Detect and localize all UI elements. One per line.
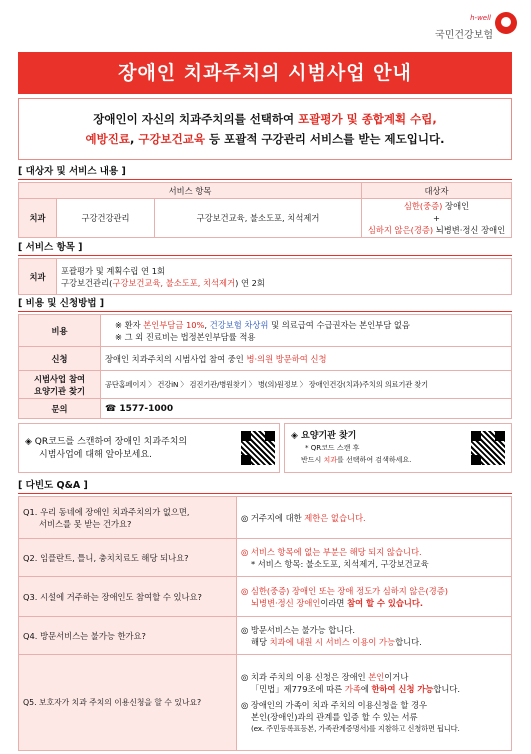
faq-answer-highlight: 뇌병변·정신 장애인 xyxy=(251,597,321,608)
faq-answer-text: ◎ 장애인의 가족이 치과 주치의 이용신청을 할 경우 xyxy=(241,699,427,710)
faq-answer-text: ◎ 방문서비스는 불가능 합니다. xyxy=(241,624,355,635)
cost-text: 및 의료급여 수급권자는 본인부담 없음 xyxy=(268,319,410,330)
faq-answer-text: 본인(장애인)과의 관계를 입증 할 수 있는 서류 xyxy=(251,711,418,722)
faq-answer-text: ◎ 치과 주치의 이용 신청은 장애인 xyxy=(241,671,369,682)
cost-highlight: 본인부담금 10% xyxy=(143,319,205,330)
intro-highlight: 구강보건교육 xyxy=(138,132,205,146)
faq-question xyxy=(19,497,237,539)
target-cell xyxy=(362,199,512,238)
target-text: 뇌병변·정신 장애인 xyxy=(433,225,506,235)
section-heading-services: [ 서비스 항목 ] xyxy=(18,242,512,256)
section-heading-faq: [ 다빈도 Q&A ] xyxy=(18,480,512,494)
faq-answer xyxy=(237,539,512,577)
service-list xyxy=(57,259,512,295)
faq-answer-text: ◎ 거주지에 대한 xyxy=(241,512,305,523)
target-text: 장애인 xyxy=(442,201,470,211)
faq-table xyxy=(18,496,512,751)
qr-code-icon[interactable] xyxy=(471,431,505,465)
qr-find-line: 반드시 xyxy=(301,456,324,464)
service-item: 구강보건교육, 불소도포, 치석제거 xyxy=(155,199,362,238)
find-label-line: 요양기관 찾기 xyxy=(34,385,85,396)
section-heading-cost: [ 비용 및 신청방법 ] xyxy=(18,298,512,312)
qr-find-box xyxy=(284,423,512,473)
faq-answer-text: 이거나 xyxy=(384,671,409,682)
cost-cell xyxy=(101,315,512,347)
faq-question: Q4. 방문서비스는 불가능 한가요? xyxy=(19,617,237,655)
qr-find-title: ◈ 요양기관 찾기 xyxy=(291,431,357,441)
faq-answer-text: 에 xyxy=(360,683,372,694)
find-path: 공단홈페이지 〉 건강iN 〉 검진기관/병원찾기 〉 병(의)원정보 〉 장애인건강(치과)주치의 의료기관 찾기 xyxy=(101,371,512,399)
qr-info-line: ◈ QR코드를 스캔하여 장애인 치과주치의 xyxy=(25,437,188,447)
logo-text: 국민건강보험 xyxy=(435,30,493,41)
service-line: 포괄평가 및 계획수립 연 1회 xyxy=(61,265,165,276)
faq-answer-highlight: 한하여 신청 가능 xyxy=(371,683,434,694)
row-label-dental: 치과 xyxy=(19,199,57,238)
service-item: 구강건강관리 xyxy=(57,199,155,238)
qr-info-box xyxy=(18,423,280,473)
intro-text: 장애인이 자신의 치과주치의를 선택하여 xyxy=(93,112,299,126)
qr-find-text xyxy=(291,430,411,466)
faq-answer xyxy=(237,577,512,617)
faq-question: Q5. 보호자가 치과 주치의 이용신청을 할 수 있나요? xyxy=(19,655,237,751)
faq-question-line: 서비스를 못 받는 건가요? xyxy=(39,518,132,529)
faq-question: Q2. 임플란트, 틀니, 충치치료도 해당 되나요? xyxy=(19,539,237,577)
apply-text: 장애인 치과주치의 시범사업 참여 중인 xyxy=(105,353,247,364)
apply-label: 신청 xyxy=(19,347,101,371)
cost-text: , xyxy=(204,319,210,330)
find-label-line: 시범사업 참여 xyxy=(34,373,85,384)
qr-find-highlight: 치과 xyxy=(323,456,338,464)
cost-label: 비용 xyxy=(19,315,101,347)
faq-question-line: Q1. 우리 동네에 장애인 치과주치의가 없으면, xyxy=(23,506,190,517)
faq-answer-highlight: ◎ 심한(중증) 장애인 또는 장애 정도가 심하지 않은(경증) xyxy=(241,585,448,596)
target-mild: 심하지 않은(경증) xyxy=(367,225,434,235)
intro-highlight: 예방진료 xyxy=(85,132,130,146)
faq-answer-text: (ex. 주민등록표등본, 가족관계증명서)를 지참하고 신청하면 됩니다. xyxy=(251,723,460,733)
faq-answer-text: * 서비스 항목: 불소도포, 치석제거, 구강보건교육 xyxy=(251,558,429,569)
faq-answer-highlight: 제한은 없습니다. xyxy=(304,512,366,523)
qr-code-icon[interactable] xyxy=(241,431,275,465)
apply-highlight: 병·의원 방문하여 신청 xyxy=(246,353,327,364)
qr-info-line: 시범사업에 대해 알아보세요. xyxy=(39,450,152,460)
intro-text: 등 포괄적 구강관리 서비스를 받는 제도입니다. xyxy=(205,132,445,146)
faq-question: Q3. 시설에 거주하는 장애인도 참여할 수 있나요? xyxy=(19,577,237,617)
faq-answer xyxy=(237,497,512,539)
target-service-table xyxy=(18,182,512,238)
apply-cell xyxy=(101,347,512,371)
intro-box xyxy=(18,98,512,160)
phone-label: 문의 xyxy=(19,399,101,419)
faq-answer-text: 「민법」제779조에 따른 xyxy=(251,683,345,694)
qr-find-line: 를 선택하여 검색하세요. xyxy=(337,456,412,464)
service-line: ) 연 2회 xyxy=(235,277,265,288)
intro-highlight: 포괄평가 및 종합계획 수립, xyxy=(298,112,437,126)
faq-answer-highlight: 가족 xyxy=(344,683,361,694)
service-highlight: 구강보건교육, 불소도포, 치석제거 xyxy=(112,277,236,288)
faq-answer-highlight: ◎ 서비스 항목에 없는 부분은 해당 되지 않습니다. xyxy=(241,546,422,557)
qr-info-text xyxy=(25,436,187,462)
section-heading-target: [ 대상자 및 서비스 내용 ] xyxy=(18,166,512,180)
col-header-target: 대상자 xyxy=(362,183,512,199)
faq-answer-text: 합니다. xyxy=(433,683,461,694)
find-label xyxy=(19,371,101,399)
plus-sign: + xyxy=(433,213,440,223)
cost-text: ※ 환자 xyxy=(115,319,144,330)
faq-answer-text: 합니다. xyxy=(395,636,422,647)
col-header-service: 서비스 항목 xyxy=(19,183,362,199)
faq-answer xyxy=(237,617,512,655)
row-label-dental: 치과 xyxy=(19,259,57,295)
logo-sub-text: h-well xyxy=(470,14,491,22)
cost-text: ※ 그 외 진료비는 법정본인부담률 적용 xyxy=(115,331,256,342)
faq-answer-text: 이라면 xyxy=(320,597,348,608)
qr-find-line: * QR코드 스캔 후 xyxy=(305,444,360,452)
cost-highlight-blue: 건강보험 차상위 xyxy=(209,319,269,330)
logo-mark-icon xyxy=(495,12,517,34)
page-title: 장애인 치과주치의 시범사업 안내 xyxy=(18,52,512,94)
faq-answer-text: 해당 xyxy=(251,636,270,647)
target-severe: 심한(중증) xyxy=(403,201,443,211)
cost-apply-table xyxy=(18,314,512,419)
phone-number: ☎ 1577-1000 xyxy=(101,399,512,419)
faq-answer-highlight: 본인 xyxy=(368,671,385,682)
faq-answer xyxy=(237,655,512,751)
service-line: 구강보건관리( xyxy=(61,277,113,288)
faq-answer-highlight: 치과에 내원 시 서비스 이용이 가능 xyxy=(269,636,396,647)
services-table xyxy=(18,258,512,295)
intro-text: , xyxy=(129,132,139,146)
faq-answer-highlight: 참여 할 수 있습니다. xyxy=(347,597,424,608)
